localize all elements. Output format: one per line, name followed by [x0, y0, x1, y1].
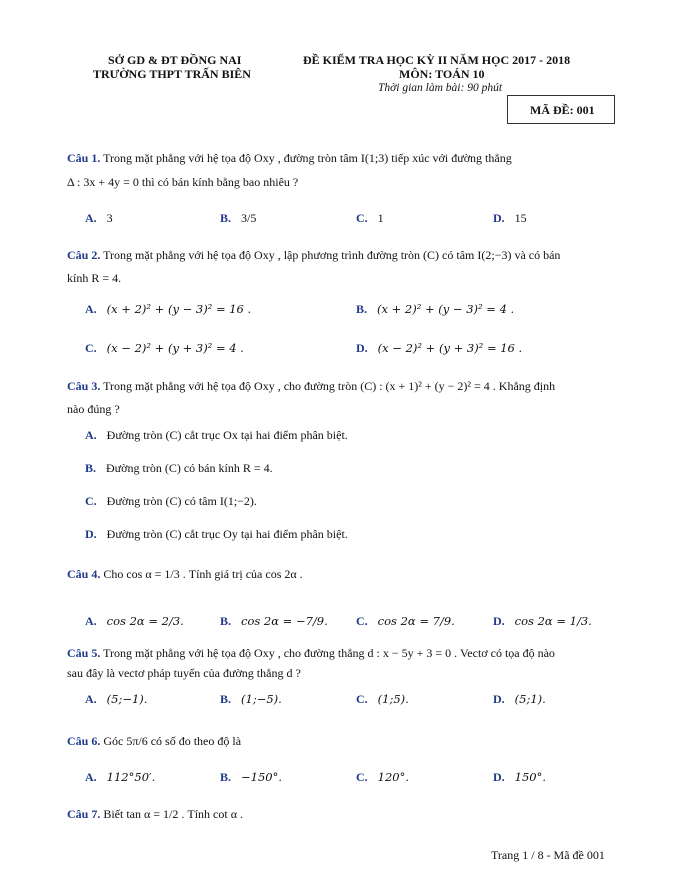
option-value: (1;5). — [377, 692, 409, 706]
option-key: A. — [85, 302, 97, 316]
option-key: C. — [356, 692, 368, 706]
option-value: (x + 2)² + (y − 3)² = 16 . — [106, 302, 252, 316]
option-d[interactable] — [85, 527, 348, 542]
option-c[interactable] — [356, 770, 409, 785]
option-key: C. — [356, 770, 368, 784]
question-text: Góc 5π/6 có số đo theo độ là — [103, 734, 242, 748]
duration: Thời gian làm bài: 90 phút — [378, 82, 503, 94]
option-c[interactable] — [356, 211, 384, 226]
option-value: cos 2α = 7/9. — [377, 614, 455, 628]
option-a[interactable] — [85, 428, 348, 443]
question-text: Biết tan α = 1/2 . Tính cot α . — [103, 807, 244, 821]
option-key: B. — [220, 211, 232, 225]
option-key: B. — [220, 614, 232, 628]
option-key: B. — [356, 302, 368, 316]
option-a[interactable] — [85, 302, 251, 317]
option-value: 150°. — [514, 770, 547, 784]
question-label: Câu 5. — [67, 646, 101, 660]
option-b[interactable] — [220, 770, 282, 785]
option-value: 3/5 — [241, 211, 257, 225]
option-a[interactable] — [85, 770, 155, 785]
option-key: C. — [356, 614, 368, 628]
question-3-line2: nào đúng ? — [67, 402, 120, 416]
subject: MÔN: TOÁN 10 — [399, 67, 485, 81]
option-b[interactable] — [220, 692, 282, 707]
option-value: cos 2α = 2/3. — [106, 614, 184, 628]
option-key: D. — [85, 527, 97, 541]
question-1-line2: Δ : 3x + 4y = 0 thì có bán kính bằng bao nhiêu ? — [67, 175, 299, 189]
option-key: A. — [85, 692, 97, 706]
option-value: 112°50′. — [106, 770, 156, 784]
question-6 — [67, 734, 241, 749]
page-footer: Trang 1 / 8 - Mã đề 001 — [491, 848, 605, 862]
option-a[interactable] — [85, 211, 113, 226]
exam-title: ĐỀ KIỂM TRA HỌC KỲ II NĂM HỌC 2017 - 2018 — [303, 53, 571, 67]
question-3 — [67, 379, 555, 394]
option-value: 3 — [106, 211, 113, 225]
option-value: (x − 2)² + (y + 3)² = 4 . — [106, 341, 244, 355]
option-b[interactable] — [356, 302, 514, 317]
option-a[interactable] — [85, 692, 147, 707]
option-key: D. — [493, 211, 505, 225]
option-c[interactable] — [85, 341, 244, 356]
school-name: TRƯỜNG THPT TRẤN BIÊN — [93, 67, 251, 81]
option-value: 1 — [377, 211, 384, 225]
option-a[interactable] — [85, 614, 184, 629]
option-value: (5;1). — [514, 692, 546, 706]
question-text: Trong mặt phẳng với hệ tọa độ Oxy , cho đường tròn (C) : (x + 1)² + (y − 2)² = 4 . Khẳng định — [103, 379, 556, 393]
option-key: C. — [85, 494, 97, 508]
option-d[interactable] — [493, 692, 546, 707]
option-b[interactable] — [220, 614, 328, 629]
option-key: B. — [85, 461, 97, 475]
option-key: C. — [85, 341, 97, 355]
question-2 — [67, 248, 560, 263]
option-key: B. — [220, 692, 232, 706]
option-key: D. — [356, 341, 368, 355]
question-1 — [67, 151, 512, 166]
option-key: A. — [85, 428, 97, 442]
option-key: D. — [493, 770, 505, 784]
option-key: D. — [493, 614, 505, 628]
question-label: Câu 4. — [67, 567, 101, 581]
option-key: D. — [493, 692, 505, 706]
option-value: (x + 2)² + (y − 3)² = 4 . — [377, 302, 515, 316]
question-label: Câu 1. — [67, 151, 101, 165]
question-2-line2: kính R = 4. — [67, 271, 122, 285]
option-value: 120°. — [377, 770, 410, 784]
question-label: Câu 6. — [67, 734, 101, 748]
option-value: (x − 2)² + (y + 3)² = 16 . — [377, 341, 523, 355]
option-value: Đường tròn (C) có tâm I(1;−2). — [106, 494, 257, 508]
option-d[interactable] — [493, 614, 592, 629]
option-key: A. — [85, 614, 97, 628]
question-text: Trong mặt phẳng với hệ tọa độ Oxy , cho đường thẳng d : x − 5y + 3 = 0 . Vectơ có tọa độ nào — [103, 646, 555, 660]
option-value: Đường tròn (C) cắt trục Ox tại hai điểm phân biệt. — [106, 428, 348, 442]
option-value: Đường tròn (C) cắt trục Oy tại hai điểm phân biệt. — [106, 527, 348, 541]
option-b[interactable] — [85, 461, 273, 476]
question-5 — [67, 646, 555, 661]
question-text: Cho cos α = 1/3 . Tính giá trị của cos 2α . — [103, 567, 303, 581]
option-key: B. — [220, 770, 232, 784]
question-label: Câu 2. — [67, 248, 101, 262]
option-b[interactable] — [220, 211, 256, 226]
department-name: SỞ GD & ĐT ĐỒNG NAI — [108, 53, 242, 67]
option-key: A. — [85, 770, 97, 784]
question-text: Trong mặt phẳng với hệ tọa độ Oxy , đường tròn tâm I(1;3) tiếp xúc với đường thẳng — [103, 151, 512, 165]
option-d[interactable] — [493, 770, 546, 785]
option-value: (1;−5). — [241, 692, 282, 706]
option-c[interactable] — [356, 614, 455, 629]
option-value: Đường tròn (C) có bán kính R = 4. — [106, 461, 273, 475]
option-d[interactable] — [356, 341, 522, 356]
option-key: A. — [85, 211, 97, 225]
option-c[interactable] — [85, 494, 257, 509]
option-value: −150°. — [241, 770, 283, 784]
question-label: Câu 3. — [67, 379, 101, 393]
question-label: Câu 7. — [67, 807, 101, 821]
exam-code: MÃ ĐỀ: 001 — [530, 103, 595, 117]
question-5-line2: sau đây là vectơ pháp tuyến của đường thẳng d ? — [67, 666, 301, 680]
question-4 — [67, 567, 303, 582]
exam-code-box — [507, 95, 615, 124]
option-value: 15 — [514, 211, 527, 225]
option-key: C. — [356, 211, 368, 225]
option-value: cos 2α = −7/9. — [241, 614, 328, 628]
option-d[interactable] — [493, 211, 527, 226]
option-value: cos 2α = 1/3. — [514, 614, 592, 628]
question-7 — [67, 807, 243, 822]
question-text: Trong mặt phẳng với hệ tọa độ Oxy , lập phương trình đường tròn (C) có tâm I(2;−3) và có bán — [103, 248, 561, 262]
option-value: (5;−1). — [106, 692, 148, 706]
option-c[interactable] — [356, 692, 409, 707]
